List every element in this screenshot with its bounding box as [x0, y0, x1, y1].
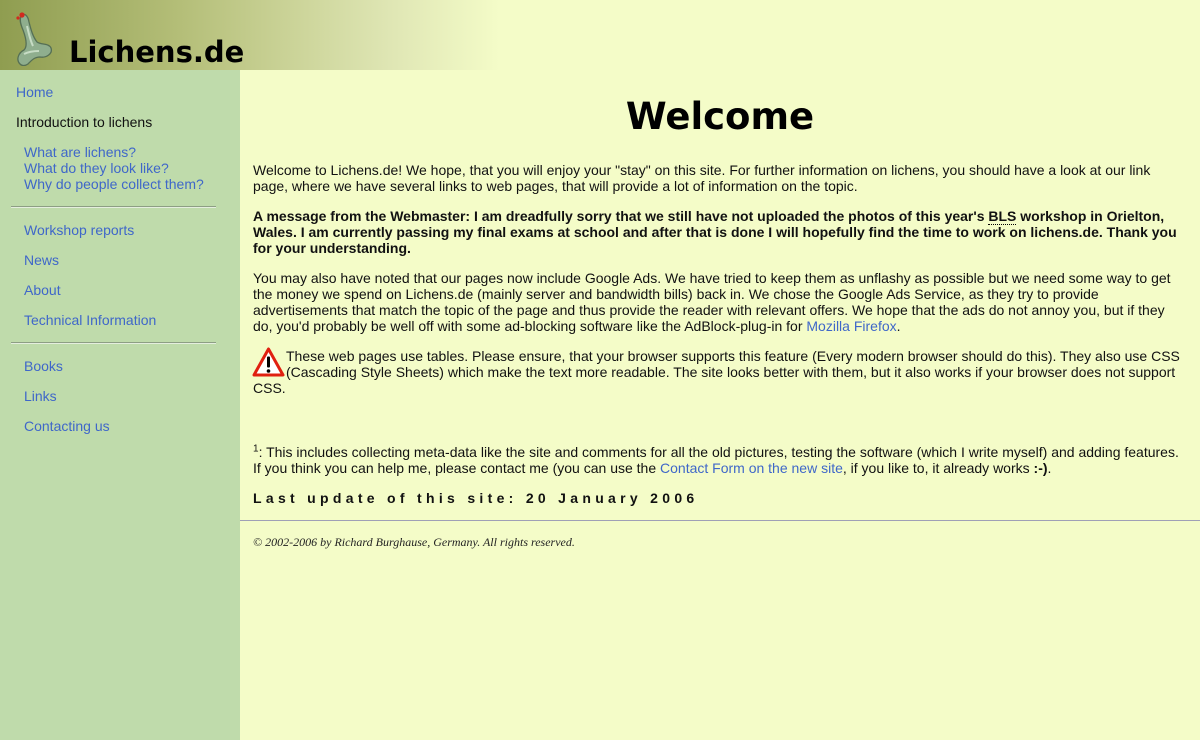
- footnote-marker: 1: [253, 443, 259, 455]
- sidebar-item-home[interactable]: Home: [16, 84, 54, 100]
- webmaster-message-text: workshop in Orielton, Wales. I am currently passing my final exams at school and after that is done I will hopefully find the time to work on lichens.de. Thank you for your understanding.: [253, 208, 1177, 256]
- intro-paragraph: Welcome to Lichens.de! We hope, that you will enjoy your "stay" on this site. For further information on lichens, you should have a look at our link page, where we have several links to web pages, that will provide a lot of information on the topic.: [253, 162, 1151, 194]
- sidebar-nav: [0, 70, 240, 740]
- last-update: Last update of this site: 20 January 2006: [253, 490, 699, 506]
- footnote-end: .: [1047, 460, 1052, 476]
- smiley: :-): [1033, 460, 1048, 476]
- warning-paragraph: [253, 348, 1185, 396]
- bls-abbreviation: BLS: [988, 208, 1017, 224]
- ads-paragraph: [253, 270, 1185, 334]
- contact-form-link[interactable]: Contact Form on the new site: [660, 460, 843, 476]
- sidebar-divider: [11, 206, 216, 208]
- sidebar-item-about[interactable]: About: [24, 282, 61, 298]
- sidebar-item-contacting-us[interactable]: Contacting us: [24, 418, 110, 434]
- sidebar-item-what-do-they-look-like[interactable]: What do they look like?: [24, 160, 169, 176]
- footnote-text-continued: , if you like to, it already works: [842, 460, 1034, 476]
- mozilla-firefox-link[interactable]: Mozilla Firefox: [806, 318, 897, 334]
- footer-divider: [240, 520, 1200, 521]
- main-content: [240, 70, 1200, 740]
- copyright-notice: © 2002-2006 by Richard Burghause, Germany. All rights reserved.: [253, 535, 575, 549]
- sidebar-item-introduction-current: Introduction to lichens: [16, 114, 153, 130]
- warning-text: These web pages use tables. Please ensure, that your browser supports this feature (Every modern browser should do this). They also use CSS (Cascading Style Sheets) which make the text more readable. The site looks better with them, but it also works if your browser does not support CSS.: [253, 348, 1180, 396]
- sidebar-item-what-are-lichens[interactable]: What are lichens?: [24, 144, 137, 160]
- sidebar-item-workshop-reports[interactable]: Workshop reports: [24, 222, 135, 238]
- ads-paragraph-end: .: [896, 318, 901, 334]
- site-header: [0, 0, 1200, 70]
- sidebar-item-technical-information[interactable]: Technical Information: [24, 312, 157, 328]
- sidebar-item-books[interactable]: Books: [24, 358, 63, 374]
- site-title: Lichens.de: [69, 35, 245, 69]
- sidebar-divider: [11, 342, 216, 344]
- webmaster-message-text: A message from the Webmaster: I am dreadfully sorry that we still have not uploaded the photos of this year's: [253, 208, 989, 224]
- sidebar-item-news[interactable]: News: [24, 252, 60, 268]
- footnote-text: : This includes collecting meta-data like the site and comments for all the old pictures, testing the software (which I write myself) and adding features. If you think you can help me, please contact me (you can use the: [253, 444, 1179, 476]
- footnote: [253, 444, 1185, 476]
- warning-triangle-icon: [252, 347, 285, 377]
- ads-paragraph-text: You may also have noted that our pages now include Google Ads. We have tried to keep them as unflashy as possible but we need some way to get the money we spend on Lichens.de (mainly server and bandwidth bills) back in. We chose the Google Ads Service, as they try to provide advertisements that match the topic of the page and thus provide the reader with relevant offers. We hope that the ads do not annoy you, but if they do, you'd probably be well off with some ad-blocking software like the AdBlock-plug-in for: [253, 270, 1171, 334]
- lichen-logo-icon[interactable]: [6, 6, 56, 66]
- sidebar-item-why-collect[interactable]: Why do people collect them?: [24, 176, 204, 192]
- page-title: Welcome: [625, 95, 815, 138]
- webmaster-message: [253, 208, 1185, 256]
- sidebar-item-links[interactable]: Links: [24, 388, 57, 404]
